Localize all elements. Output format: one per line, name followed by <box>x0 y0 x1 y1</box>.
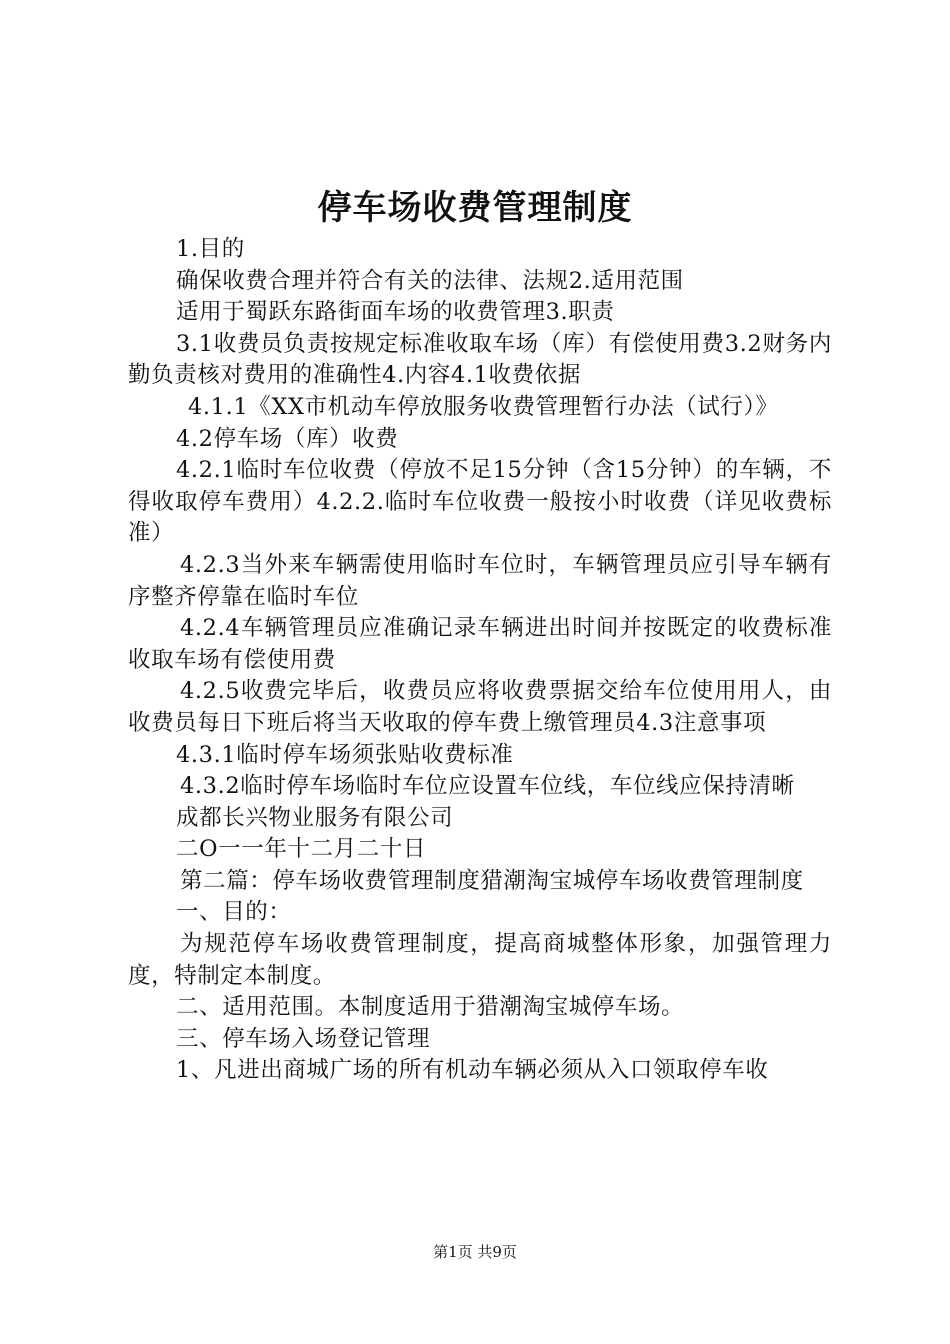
paragraph: 4.2.4车辆管理员应准确记录车辆进出时间并按既定的收费标准收取车场有偿使用费 <box>128 615 832 673</box>
paragraph: 适用于蜀跃东路街面车场的收费管理3.职责 <box>176 299 615 326</box>
paragraph: 4.2.3当外来车辆需使用临时车位时，车辆管理员应引导车辆有序整齐停靠在临时车位 <box>128 551 832 610</box>
document-date: 二O一一年十二月二十日 <box>176 836 427 863</box>
paragraph: 4.2停车场（库）收费 <box>176 425 399 452</box>
paragraph: 4.3.1临时停车场须张贴收费标准 <box>176 741 514 768</box>
paragraph: 4.1.1《XX市机动车停放服务收费管理暂行办法（试行）》 <box>188 393 779 420</box>
paragraph: 4.3.2临时停车场临时车位应设置车位线，车位线应保持清晰 <box>180 773 795 800</box>
paragraph: 1、凡进出商城广场的所有机动车辆必须从入口领取停车收 <box>176 1057 769 1084</box>
paragraph: 为规范停车场收费管理制度，提高商城整体形象，加强管理力度，特制定本制度。 <box>128 931 832 989</box>
paragraph: 4.2.5收费完毕后，收费员应将收费票据交给车位使用用人，由收费员每日下班后将当天收取的停车费上缴管理员4.3注意事项 <box>128 678 832 736</box>
company-name: 成都长兴物业服务有限公司 <box>176 804 454 831</box>
paragraph: 4.2.1临时车位收费（停放不足15分钟（含15分钟）的车辆，不得收取停车费用）4.2.2.临时车位收费一般按小时收费（详见收费标准） <box>128 457 832 547</box>
paragraph: 确保收费合理并符合有关的法律、法规2.适用范围 <box>176 267 684 294</box>
paragraph: 3.1收费员负责按规定标准收取车场（库）有偿使用费3.2财务内勤负责核对费用的准确性4.内容4.1收费依据 <box>128 330 832 389</box>
paragraph: 一、目的： <box>176 899 292 926</box>
paragraph: 二、适用范围。本制度适用于猎潮淘宝城停车场。 <box>176 994 685 1021</box>
paragraph-purpose-heading: 1.目的 <box>176 236 245 262</box>
section-heading: 第二篇：停车场收费管理制度猎潮淘宝城停车场收费管理制度 <box>180 867 804 894</box>
page-title: 停车场收费管理制度 <box>317 188 633 228</box>
page-footer: 第1页 共9页 <box>433 1243 517 1261</box>
paragraph: 三、停车场入场登记管理 <box>176 1025 431 1052</box>
document-body <box>128 234 832 1087</box>
